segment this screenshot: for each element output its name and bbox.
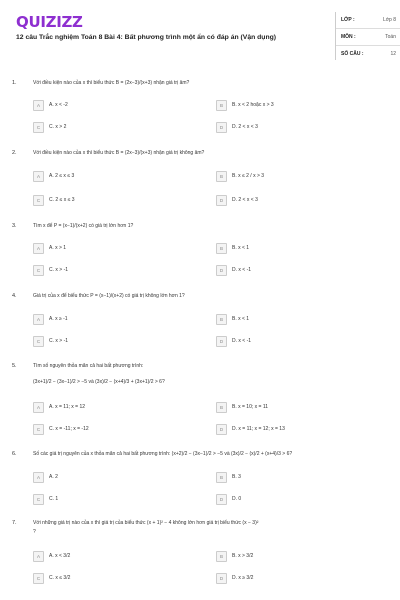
option-text: C. x > -1 xyxy=(49,338,69,344)
option-letter-box: D xyxy=(216,195,227,206)
meta-row-count xyxy=(336,46,400,62)
option-text: B. x < 2 hoặc x > 3 xyxy=(232,102,274,108)
option-text: B. x > 3/2 xyxy=(232,553,254,559)
question-text: Với điều kiện nào của x thì biểu thức B = (2x−3)/(x+3) nhận giá trị âm? xyxy=(33,80,190,86)
option-text: A. 2 xyxy=(49,474,58,480)
option-c[interactable] xyxy=(33,336,185,346)
option-letter-box: D xyxy=(216,494,227,505)
option-d[interactable] xyxy=(216,573,368,583)
option-d[interactable] xyxy=(216,195,368,205)
option-letter-box: B xyxy=(216,551,227,562)
option-text: D. 2 < x < 3 xyxy=(232,197,258,203)
option-a[interactable] xyxy=(33,100,185,110)
option-letter-box: A xyxy=(33,100,44,111)
question-number: 2. xyxy=(12,150,17,156)
question-formula: (3x+1)/2 − (3x−1)/2 > −5 và (3x)/2 − (x+4)/3 + (3x+1)/2 > 6? xyxy=(33,379,165,385)
option-letter-box: D xyxy=(216,573,227,584)
option-text: B. x = 10; x = 11 xyxy=(232,404,269,410)
meta-value: 12 xyxy=(390,51,396,57)
question-number: 6. xyxy=(12,451,17,457)
option-letter-box: C xyxy=(33,424,44,435)
option-letter-box: C xyxy=(33,265,44,276)
option-text: C. x > -1 xyxy=(49,267,69,273)
option-letter-box: B xyxy=(216,472,227,483)
option-a[interactable] xyxy=(33,171,185,181)
question-text: Tìm số nguyên thỏa mãn cả hai bất phương trình: xyxy=(33,363,144,369)
option-d[interactable] xyxy=(216,122,368,132)
question-number: 4. xyxy=(12,293,17,299)
quizizz-logo: QUIZIZZ xyxy=(16,13,83,31)
option-letter-box: B xyxy=(216,243,227,254)
option-letter-box: C xyxy=(33,573,44,584)
option-c[interactable] xyxy=(33,573,185,583)
question-text: Với những giá trị nào của x thì giá trị của biểu thức (x + 1)² − 4 không lớn hơn giá trị biểu thức (x − 3)² xyxy=(33,520,259,526)
option-letter-box: D xyxy=(216,424,227,435)
option-letter-box: C xyxy=(33,494,44,505)
option-text: D. 2 < x < 3 xyxy=(232,124,258,130)
question-mark: ? xyxy=(33,529,36,535)
option-letter-box: A xyxy=(33,551,44,562)
page-title: 12 câu Trắc nghiệm Toán 8 Bài 4: Bất phương trình một ẩn có đáp án (Vận dụng) xyxy=(16,34,277,41)
question-text: Giá trị của x để biểu thức P = (x−1)/(x+2) có giá trị không lớn hơn 1? xyxy=(33,293,185,299)
meta-panel xyxy=(335,12,400,60)
option-text: A. x > 1 xyxy=(49,245,67,251)
option-c[interactable] xyxy=(33,122,185,132)
option-letter-box: B xyxy=(216,171,227,182)
meta-label: SỐ CÂU : xyxy=(341,51,364,57)
meta-value: Toán xyxy=(385,34,396,40)
option-text: C. 1 xyxy=(49,496,59,502)
option-text: C. x = -11; x = -12 xyxy=(49,426,89,432)
option-b[interactable] xyxy=(216,100,368,110)
option-text: A. x ≥ -1 xyxy=(49,316,68,322)
option-text: D. x = 11; x = 12; x = 13 xyxy=(232,426,285,432)
option-a[interactable] xyxy=(33,472,185,482)
meta-row-class xyxy=(336,12,400,29)
question-number: 3. xyxy=(12,223,17,229)
option-letter-box: D xyxy=(216,122,227,133)
question-number: 7. xyxy=(12,520,17,526)
meta-row-subject xyxy=(336,29,400,46)
question-text: Số các giá trị nguyên của x thỏa mãn cả hai bất phương trình: (x+2)/2 − (3x−1)/2 > −5 và (3x)/2 − (x)/2 + (x+4)/3 > 6? xyxy=(33,451,293,457)
option-c[interactable] xyxy=(33,494,185,504)
option-b[interactable] xyxy=(216,551,368,561)
option-letter-box: C xyxy=(33,122,44,133)
option-d[interactable] xyxy=(216,336,368,346)
option-text: C. 2 ≤ x ≤ 3 xyxy=(49,197,75,203)
question-text: Với điều kiện nào của x thì biểu thức B = (2x−3)/(x+3) nhận giá trị không âm? xyxy=(33,150,205,156)
option-text: C. x > 2 xyxy=(49,124,67,130)
option-letter-box: A xyxy=(33,402,44,413)
option-text: B. x < 1 xyxy=(232,245,250,251)
option-text: D. x < -1 xyxy=(232,267,252,273)
option-a[interactable] xyxy=(33,314,185,324)
option-b[interactable] xyxy=(216,402,368,412)
option-text: A. x = 11; x = 12 xyxy=(49,404,86,410)
option-letter-box: D xyxy=(216,265,227,276)
option-b[interactable] xyxy=(216,314,368,324)
option-a[interactable] xyxy=(33,402,185,412)
option-b[interactable] xyxy=(216,472,368,482)
option-text: C. x ≤ 3/2 xyxy=(49,575,71,581)
meta-value: Lớp 8 xyxy=(382,17,396,23)
option-d[interactable] xyxy=(216,424,368,434)
option-c[interactable] xyxy=(33,424,185,434)
option-d[interactable] xyxy=(216,494,368,504)
option-letter-box: C xyxy=(33,336,44,347)
option-letter-box: B xyxy=(216,100,227,111)
option-text: D. 0 xyxy=(232,496,242,502)
option-text: A. 2 ≤ x ≤ 3 xyxy=(49,173,75,179)
option-text: D. x < -1 xyxy=(232,338,252,344)
worksheet-header xyxy=(12,10,396,60)
option-letter-box: A xyxy=(33,314,44,325)
option-letter-box: B xyxy=(216,314,227,325)
option-text: B. x ≤ 2 / x > 3 xyxy=(232,173,265,179)
option-b[interactable] xyxy=(216,171,368,181)
option-text: B. x < 1 xyxy=(232,316,250,322)
meta-label: MÔN : xyxy=(341,34,356,40)
option-text: B. 3 xyxy=(232,474,241,480)
option-letter-box: D xyxy=(216,336,227,347)
option-letter-box: A xyxy=(33,243,44,254)
question-number: 5. xyxy=(12,363,17,369)
option-c[interactable] xyxy=(33,195,185,205)
option-a[interactable] xyxy=(33,551,185,561)
option-d[interactable] xyxy=(216,265,368,275)
option-text: D. x ≥ 3/2 xyxy=(232,575,254,581)
option-letter-box: C xyxy=(33,195,44,206)
option-letter-box: B xyxy=(216,402,227,413)
option-letter-box: A xyxy=(33,472,44,483)
option-text: A. x < -2 xyxy=(49,102,68,108)
option-b[interactable] xyxy=(216,243,368,253)
option-letter-box: A xyxy=(33,171,44,182)
option-text: A. x < 3/2 xyxy=(49,553,71,559)
option-c[interactable] xyxy=(33,265,185,275)
question-number: 1. xyxy=(12,80,17,86)
option-a[interactable] xyxy=(33,243,185,253)
question-text: Tìm x để P = (x−1)/(x+2) có giá trị lớn hơn 1? xyxy=(33,223,134,229)
meta-label: LỚP : xyxy=(341,17,355,23)
